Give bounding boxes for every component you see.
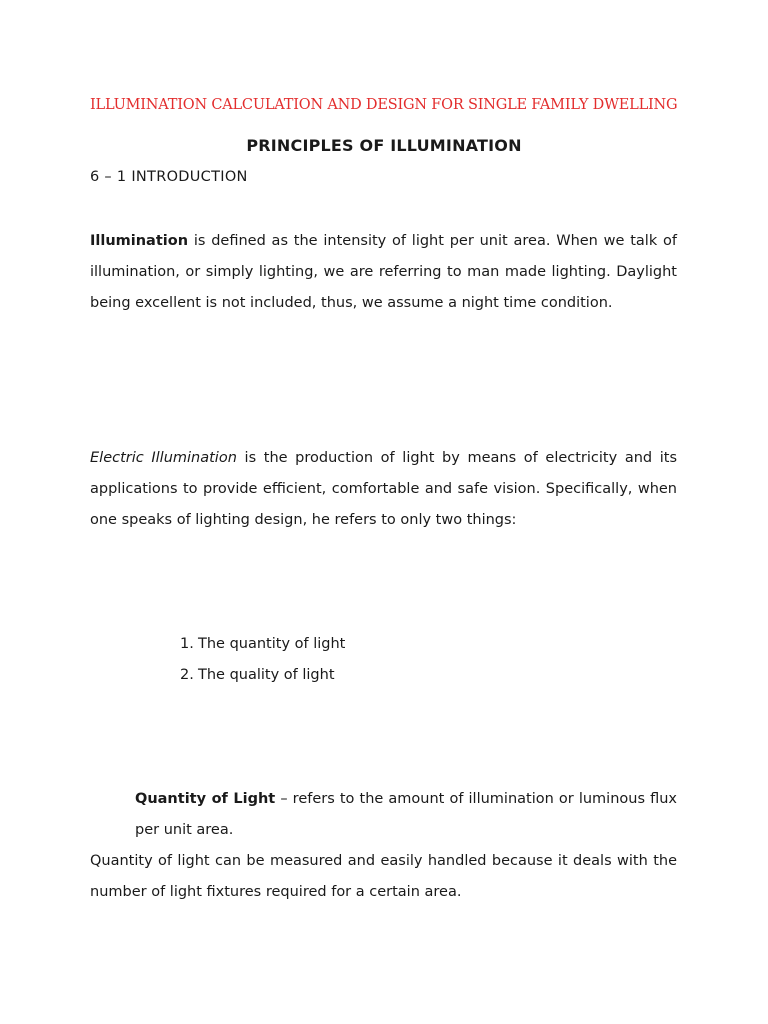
illumination-definition-text: is defined as the intensity of light per unit area. When we talk of illumination, or simply lighting, we are referring to man made lighting. Daylight being excellent is not included, thus, we assume a night time condition.	[90, 233, 677, 311]
list-item	[180, 660, 345, 691]
list-item-number: 2.	[180, 667, 194, 683]
quantity-of-light-term: Quantity of Light	[135, 791, 276, 807]
illumination-definition-paragraph	[90, 226, 677, 319]
quantity-of-light-paragraph	[135, 784, 677, 846]
section-title: PRINCIPLES OF ILLUMINATION	[246, 136, 522, 155]
list-item-text: The quantity of light	[198, 636, 346, 652]
document-title: ILLUMINATION CALCULATION AND DESIGN FOR SINGLE FAMILY DWELLING	[90, 97, 678, 113]
list-item-number: 1.	[180, 636, 194, 652]
electric-illumination-term: Electric Illumination	[90, 450, 237, 466]
lighting-design-list	[180, 629, 345, 691]
illumination-term: Illumination	[90, 233, 189, 249]
quantity-of-light-text: – refers to the amount of illumination or luminous flux per unit area.	[135, 791, 677, 838]
list-item-text: The quality of light	[198, 667, 335, 683]
list-item	[180, 629, 345, 660]
electric-illumination-text: is the production of light by means of electricity and its applications to provide efficient, comfortable and safe vision. Specifically, when one speaks of lighting design, he refers to only two things:	[90, 450, 677, 528]
electric-illumination-paragraph	[90, 443, 677, 536]
quantity-measurement-paragraph: Quantity of light can be measured and easily handled because it deals with the number of light fixtures required for a certain area.	[90, 853, 677, 900]
introduction-heading: 6 – 1 INTRODUCTION	[90, 169, 248, 185]
